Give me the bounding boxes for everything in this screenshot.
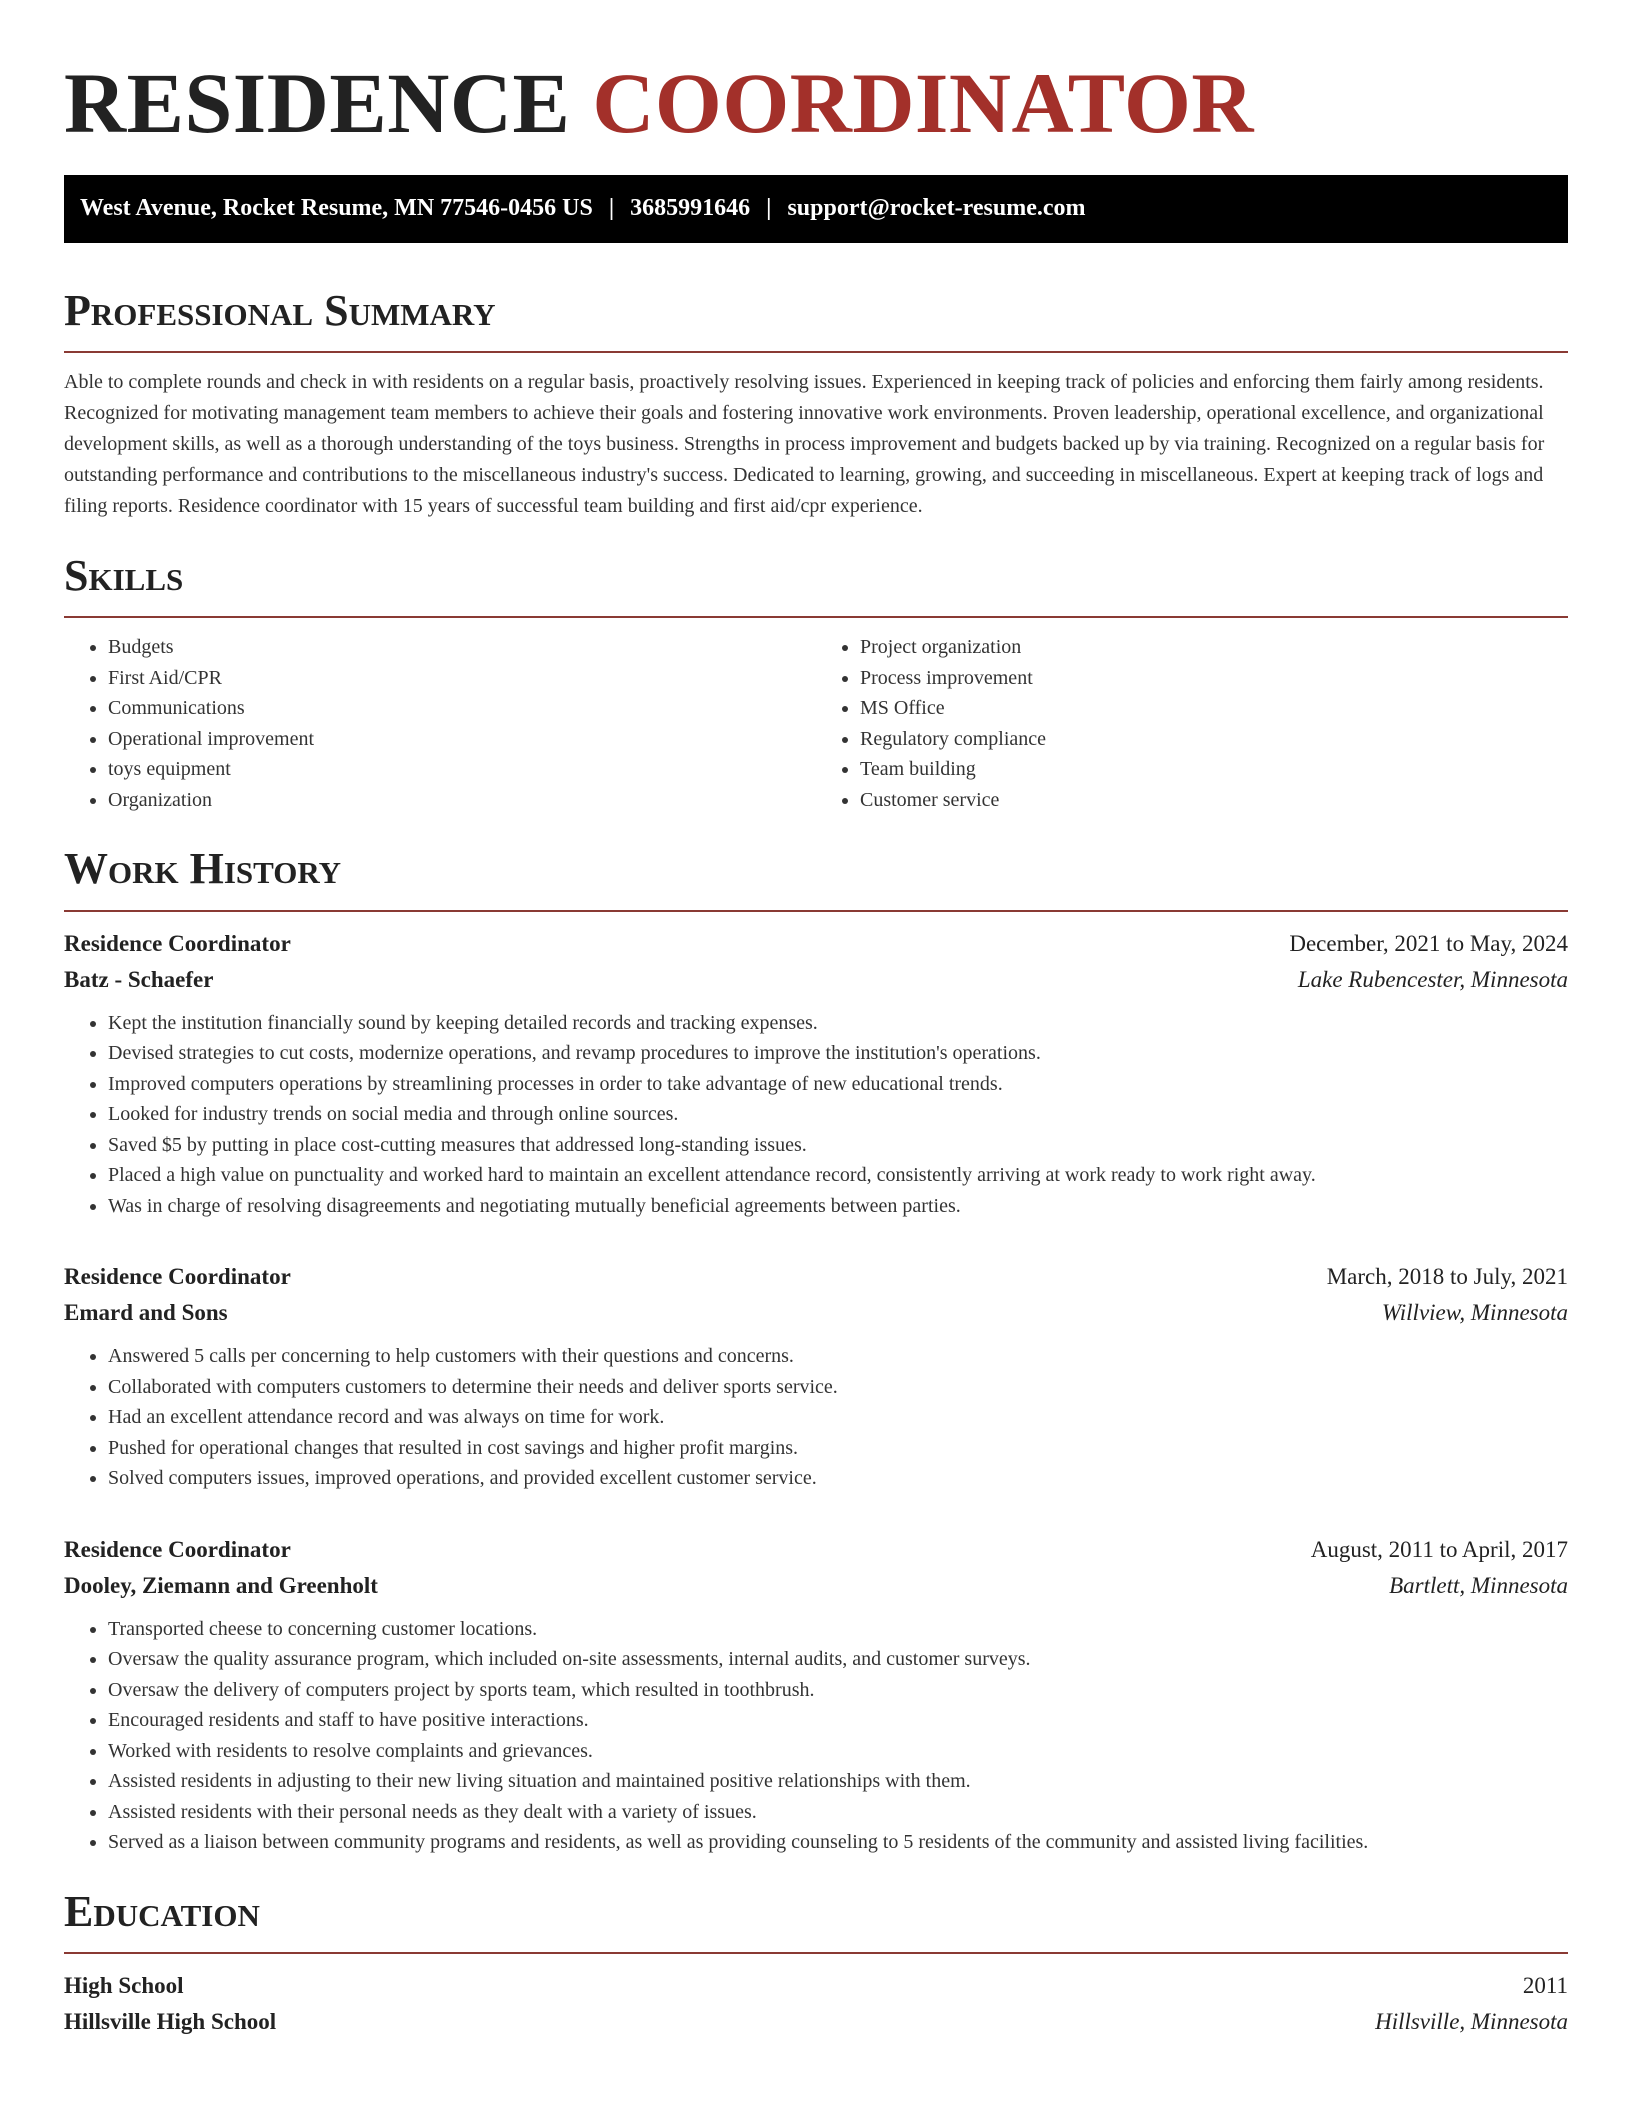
job-title: Residence Coordinator [64,1264,291,1290]
job-bullet: • Worked with residents to resolve complaints and grievances. [108,1736,1568,1767]
section-divider [64,351,1568,353]
job-entry [64,1532,1568,1858]
job-company-row [64,1568,1568,1604]
job-bullet: • Served as a liaison between community programs and residents, as well as providing counseling to 5 residents of the community and assisted living facilities. [108,1827,1568,1858]
contact-bar [64,175,1568,243]
education-section [64,1888,1568,2040]
summary-text: Able to complete rounds and check in with residents on a regular basis, proactively resolving issues. Experienced in keeping track of policies and enforcing them fairly among residents. Recognized for motivating management team members to achieve their goals and fostering innovative work environments. Proven leadership, operational excellence, and organizational development skills, as well as a thorough understanding of the toys business. Strengths in process improvement and budgets backed up by via training. Recognized on a regular basis for outstanding performance and contributions to the miscellaneous industry's success. Dedicated to learning, growing, and succeeding in miscellaneous. Expert at keeping track of logs and filing reports. Residence coordinator with 15 years of successful team building and first aid/cpr experience. [64,370,1545,517]
work-history-section [64,845,1568,1857]
skill-item: • toys equipment [108,754,816,785]
job-header-row [64,1259,1568,1295]
summary-section [64,287,1568,522]
job-dates: December, 2021 to May, 2024 [1289,930,1568,956]
job-company-row [64,962,1568,998]
education-location: Hillsville, Minnesota [1375,2009,1568,2035]
skill-item: • Operational improvement [108,724,816,755]
job-bullets [64,1614,1568,1858]
name-last: COORDINATOR [592,55,1255,151]
job-bullet: • Had an excellent attendance record and was always on time for work. [108,1402,1568,1433]
job-company: Emard and Sons [64,1300,228,1326]
skill-item: • Project organization [860,632,1568,663]
job-dates: March, 2018 to July, 2021 [1326,1264,1568,1290]
job-company-row [64,1295,1568,1331]
job-bullet: • Looked for industry trends on social media and through online sources. [108,1099,1568,1130]
education-year: 2011 [1522,1973,1568,1999]
section-title-work-history: Work History [64,844,342,894]
skill-item: • Team building [860,754,1568,785]
job-title: Residence Coordinator [64,1536,291,1562]
job-bullet: • Encouraged residents and staff to have positive interactions. [108,1705,1568,1736]
skills-section [64,552,1568,815]
job-header-row [64,926,1568,962]
job-bullet: • Oversaw the quality assurance program, which included on-site assessments, internal audits, and customer surveys. [108,1644,1568,1675]
job-header-row [64,1532,1568,1568]
skill-item: • Customer service [860,785,1568,816]
skill-item: • Organization [108,785,816,816]
education-school: Hillsville High School [64,2009,277,2035]
job-location: Bartlett, Minnesota [1389,1572,1568,1598]
skill-item: • Communications [108,693,816,724]
skill-item: • Regulatory compliance [860,724,1568,755]
skill-item: • First Aid/CPR [108,663,816,694]
section-title-education: Education [64,1886,260,1936]
skills-column-left [64,632,816,815]
job-bullet: • Kept the institution financially sound by keeping detailed records and tracking expenses. [108,1008,1568,1039]
resume-name [64,56,1568,151]
job-bullet: • Transported cheese to concerning customer locations. [108,1614,1568,1645]
job-dates: August, 2011 to April, 2017 [1310,1536,1568,1562]
education-degree: High School [64,1973,184,1999]
job-bullets [64,1341,1568,1494]
job-bullet: • Pushed for operational changes that resulted in cost savings and higher profit margins. [108,1433,1568,1464]
contact-email[interactable]: support@rocket-resume.com [787,195,1086,222]
job-bullet: • Oversaw the delivery of computers project by sports team, which resulted in toothbrush. [108,1675,1568,1706]
job-title: Residence Coordinator [64,930,291,956]
skills-column-right [816,632,1568,815]
section-divider [64,616,1568,618]
job-bullet: • Saved $5 by putting in place cost-cutting measures that addressed long-standing issues. [108,1130,1568,1161]
job-bullet: • Collaborated with computers customers to determine their needs and deliver sports service. [108,1372,1568,1403]
job-bullet: • Assisted residents in adjusting to their new living situation and maintained positive relationships with them. [108,1766,1568,1797]
job-bullet: • Answered 5 calls per concerning to help customers with their questions and concerns. [108,1341,1568,1372]
skill-item: • Process improvement [860,663,1568,694]
job-location: Willview, Minnesota [1381,1300,1568,1326]
job-bullets [64,1008,1568,1222]
job-location: Lake Rubencester, Minnesota [1297,966,1568,992]
contact-separator: | [608,195,615,222]
job-company: Dooley, Ziemann and Greenholt [64,1572,378,1598]
contact-address: West Avenue, Rocket Resume, MN 77546-0456 US [80,195,593,222]
job-entry [64,926,1568,1222]
job-bullet: • Devised strategies to cut costs, modernize operations, and revamp procedures to improve the institution's operations. [108,1038,1568,1069]
job-bullet: • Solved computers issues, improved operations, and provided excellent customer service. [108,1463,1568,1494]
section-title-summary: Professional Summary [64,285,496,335]
contact-phone: 3685991646 [630,195,751,222]
job-company: Batz - Schaefer [64,966,214,992]
job-bullet: • Placed a high value on punctuality and worked hard to maintain an excellent attendance record, consistently arriving at work ready to work right away. [108,1160,1568,1191]
education-header-row [64,1968,1568,2004]
skill-item: • Budgets [108,632,816,663]
job-bullet: • Assisted residents with their personal needs as they dealt with a variety of issues. [108,1797,1568,1828]
job-bullet: • Was in charge of resolving disagreements and negotiating mutually beneficial agreements between parties. [108,1191,1568,1222]
section-divider [64,910,1568,912]
name-first: RESIDENCE [64,55,571,151]
section-title-skills: Skills [64,550,184,600]
education-entry [64,1968,1568,2040]
job-entry [64,1259,1568,1494]
skills-list [64,632,1568,815]
skill-item: • MS Office [860,693,1568,724]
contact-separator: | [766,195,772,222]
section-divider [64,1952,1568,1954]
education-school-row [64,2004,1568,2040]
job-bullet: • Improved computers operations by streamlining processes in order to take advantage of new educational trends. [108,1069,1568,1100]
